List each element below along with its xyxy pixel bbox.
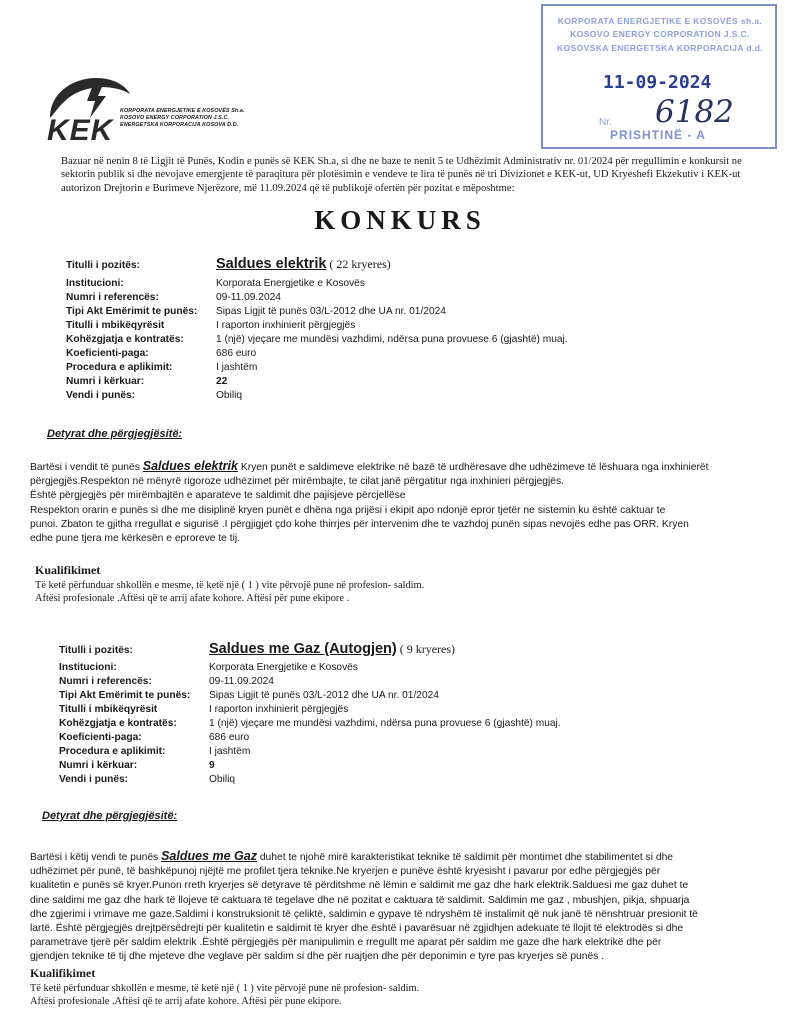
- p2-qualifications-heading: Kualifikimet: [30, 966, 96, 980]
- p2-value-0: Korporata Energjetike e Kosovës: [209, 662, 358, 673]
- p1-label-6: Koeficienti-paga:: [66, 348, 149, 359]
- p1-value-4: 1 (një) vjeçare me mundësi vazhdimi, ndërsa puna provuese 6 (gjashtë) muaj.: [216, 334, 568, 345]
- p2-row-5: [59, 717, 561, 731]
- p1-label-4: Titulli i mbikëqyrësit: [66, 320, 165, 331]
- p1-value-1: 09-11.09.2024: [216, 292, 281, 303]
- p1-value-3: I raporton inxhinierit përgjegjës: [216, 320, 356, 331]
- p2-duties-paragraph: [30, 849, 775, 965]
- p1-row-4: [66, 319, 355, 333]
- p2-row-4: [59, 703, 348, 717]
- p2-position-count: ( 9 kryeres): [396, 642, 456, 656]
- p2-label-9: Vendi i punës:: [59, 774, 129, 785]
- p2-value-6: I jashtëm: [209, 746, 251, 757]
- p1-row-5: [66, 333, 568, 347]
- p1-row-3: [66, 305, 446, 319]
- p1-duties-heading: Detyrat dhe përgjegjësitë:: [47, 428, 183, 440]
- p2-row-6: [59, 731, 249, 745]
- p1-position-count: ( 22 kryeres): [326, 257, 391, 271]
- p1-qualification-1: Aftësi profesionale .Aftësi që te arrij afate kohore. Aftësi për pune ekipore .: [35, 593, 350, 604]
- p2-row-9: [59, 773, 235, 787]
- p2-label-5: Kohëzgjatja e kontratës:: [59, 718, 177, 729]
- logo-text: [120, 108, 245, 129]
- p2-value-5: 686 euro: [209, 732, 250, 743]
- p1-label-7: Procedura e aplikimit:: [66, 362, 173, 373]
- p1-label-8: Numri i kërkuar:: [66, 376, 145, 387]
- p1-label-5: Kohëzgjatja e kontratës:: [66, 334, 184, 345]
- p1-value-7: 22: [216, 376, 228, 387]
- p1-row-1: [66, 277, 365, 291]
- p1-duties-position: Saldues elektrik: [142, 459, 238, 473]
- p2-row-1: [59, 661, 358, 675]
- p2-value-2: Sipas Ligjit të punës 03/L-2012 dhe UA nr. 01/2024: [209, 690, 439, 701]
- p2-label-3: Tipi Akt Emërimit te punës:: [59, 690, 191, 701]
- logo-line-1: KORPORATA ENERGJETIKE E KOSOVËS Sh.a.: [120, 108, 245, 114]
- p1-value-5: 686 euro: [216, 348, 257, 359]
- p1-row-2: [66, 291, 281, 305]
- p2-label-7: Procedura e aplikimit:: [59, 746, 166, 757]
- p1-duties-line-2: Është përgjegjës për mirëmbajtën e aparateve te saldimit dhe pajisjeve përcjellëse: [30, 490, 406, 502]
- p2-label-8: Numri i kërkuar:: [59, 760, 138, 771]
- p2-value-1: 09-11.09.2024: [209, 676, 274, 687]
- p2-duties-heading: Detyrat dhe përgjegjësitë:: [42, 810, 178, 822]
- p2-value-3: I raporton inxhinierit përgjegjës: [209, 704, 349, 715]
- p2-duties-line-2: kualitetin e punës së kryer.Punon rreth kryerjes së detyrave të përditshme në lëmin e saldimit me gaz dhe hark elektrik.Salduesi me gaz duhet te: [30, 880, 689, 892]
- stamp-nr-value: 6182: [655, 94, 734, 130]
- stamp-city: PRISHTINË - A: [610, 128, 706, 142]
- p1-label-2: Numri i referencës:: [66, 292, 159, 303]
- p1-value-6: I jashtëm: [216, 362, 258, 373]
- p2-position-name: Saldues me Gaz (Autogjen): [209, 641, 397, 657]
- p2-qualification-1: Aftësi profesionale .Aftësi që te arrij afate kohore. Aftësi për pune ekipore.: [30, 996, 342, 1007]
- p2-duties-pre: Bartësi i këtij vendi te punës: [30, 852, 162, 863]
- p1-duties-line-0: Kryen punët e saldimeve elektrike në bazë të urdhëresave dhe udhëzimeve të lëshuara nga inxhinierët: [237, 462, 709, 473]
- p2-duties-line-3: dine saldimi me gaz dhe hark të llojeve të caktuara të tegelave dhe në pozitat e caktuara të saldimit. Saldimin me gaz , mbushjen, pikja, shpuarja: [30, 894, 690, 906]
- stamp-date: 11-09-2024: [603, 72, 712, 93]
- p2-qualifications: [30, 982, 750, 1008]
- p1-value-2: Sipas Ligjit të punës 03/L-2012 dhe UA nr. 01/2024: [216, 306, 446, 317]
- p2-duties-line-1: udhëzimet për punë, të bashkëpunoj njëjtë me profilet tjera teknike.Ne kryerjen e punëve është kryesisht i pavarur por edhe përgjegjës për: [30, 866, 661, 878]
- p1-qualifications: [35, 579, 755, 605]
- p2-row-2: [59, 675, 274, 689]
- p2-row-8: [59, 759, 215, 773]
- p2-duties-line-7: gjendjen teknike të tij dhe mjeteve dhe veglave për saldim si dhe për ruajtjen dhe për deponimin e tyre pas kryerjes së punës .: [30, 951, 605, 963]
- p2-duties-line-6: parametrave tjerë për saldim elektrik .Është përgjegjës për manipulimin e rregullt me aparat për saldim me gaze dhe hark elektrikë dhe për: [30, 937, 662, 949]
- stamp-nr-label: Nr.: [599, 117, 612, 128]
- p2-duties-position: Saldues me Gaz: [161, 849, 257, 863]
- p1-qualifications-heading: Kualifikimet: [35, 563, 101, 577]
- p1-position-name: Saldues elektrik: [216, 256, 327, 272]
- p2-value-8: Obiliq: [209, 774, 236, 785]
- page-title: KONKURS: [314, 205, 486, 235]
- p2-duties-line-4: dhe zgjerimi i vrimave me gaze.Saldimi i konstruksionit të çeliktë, saldimin e gypave të ndryshëm të instalimit që nuk janë të nënshtruar presionit të: [30, 908, 698, 920]
- p2-label-1: Institucioni:: [59, 662, 117, 673]
- p2-label-6: Koeficienti-paga:: [59, 732, 142, 743]
- p2-value-4: 1 (një) vjeçare me mundësi vazhdimi, ndërsa puna provuese 6 (gjashtë) muaj.: [209, 718, 561, 729]
- p1-duties-line-1: përgjegjës.Respekton në mënyrë rigoroze udhëzimet për mirëmbajte, te cilat janë përgatitur nga inxhinieri përgjegjës.: [30, 476, 565, 488]
- p1-duties-paragraph: [30, 459, 770, 546]
- logo-mark: KEK: [47, 114, 114, 144]
- p2-label-2: Numri i referencës:: [59, 676, 152, 687]
- stamp-line-1: KORPORATA ENERGJETIKE E KOSOVËS sh.a.: [557, 16, 763, 26]
- p2-row-title: [59, 642, 455, 658]
- p1-label-1: Institucioni:: [66, 278, 124, 289]
- p1-label-3: Tipi Akt Emërimit te punës:: [66, 306, 198, 317]
- p1-row-7: [66, 361, 257, 375]
- p1-row-6: [66, 347, 256, 361]
- p2-label-4: Titulli i mbikëqyrësit: [59, 704, 158, 715]
- p2-value-7: 9: [209, 760, 215, 771]
- p1-value-0: Korporata Energjetike e Kosovës: [216, 278, 365, 289]
- p2-label-0: Titulli i pozitës:: [59, 645, 133, 656]
- p1-label-9: Vendi i punës:: [66, 390, 136, 401]
- p2-row-3: [59, 689, 439, 703]
- registry-stamp: [541, 4, 777, 149]
- p1-duties-line-5: edhe pune tjera me kërkesën e eproreve te tij.: [30, 533, 241, 545]
- intro-paragraph: Bazuar në nenin 8 të Ligjit të Punës, Kodin e punës së KEK Sh.a, si dhe ne baze te nenit 5 te Udhëzimit Administrativ nr. 01/2024 për rregullimin e konkursit ne sektorin publik si dhe nevojave emergjente të paraqitura për plotësimin e vendeve te lira të punës në tri Divizionet e KEK-ut, UD Kryeshefi Ekzekutiv i KEK-ut autorizon Drejtorin e Burimeve Njerëzore, më 11.09.2024 që të publikojë ofertën për pozitat e mëposhtme:: [61, 156, 742, 194]
- p1-qualification-0: Të ketë përfunduar shkollën e mesme, të ketë një ( 1 ) vite përvojë pune në profesion- saldim.: [35, 580, 425, 591]
- stamp-line-2: KOSOVO ENERGY CORPORATION J.S.C.: [570, 29, 750, 39]
- p1-row-9: [66, 389, 242, 403]
- p1-value-8: Obiliq: [216, 390, 243, 401]
- p2-qualification-0: Të ketë përfunduar shkollën e mesme, të ketë një ( 1 ) vite përvojë pune në profesion- saldim.: [30, 983, 420, 994]
- p2-row-7: [59, 745, 250, 759]
- p2-duties-line-5: lartë. Është përgjegjës drejtpërsëdrejti për kualitetin e saldimit të kryer dhe është i pavarësuar në zgjidhjen adekuate të llojit të elektrodës si dhe: [30, 923, 684, 935]
- stamp-line-3: KOSOVSKA ENERGETSKA KORPORACIJA d.d.: [556, 43, 764, 53]
- p1-row-8: [66, 375, 227, 389]
- p1-duties-line-4: punoi. Zbaton te gjitha rregullat e sigurisë .I përgjigjet çdo kohe thirrjes për intervenim dhe te vazhdoj punën sipas nevojës edhe pas ORR. Kryen: [30, 518, 689, 530]
- p1-label-0: Titulli i pozitës:: [66, 260, 140, 271]
- logo-line-2: KOSOVO ENERGY CORPORATION J.S.C.: [120, 115, 230, 121]
- p1-row-title: [66, 257, 391, 273]
- p1-duties-pre: Bartësi i vendit të punës: [30, 462, 143, 473]
- p2-duties-line-0: duhet te njohë mirë karakteristikat teknike të saldimit për montimet dhe stabilimentet si dhe: [256, 852, 674, 863]
- p1-duties-line-3: Respekton orarin e punës si dhe me disiplinë kryen punët e dhëna nga prijësi i ekipit apo ndonjë epror tjetër ne sistemin ku është caktuar te: [30, 504, 666, 516]
- logo-line-3: ENERGETSKA KORPORACIJA KOSOVA D.D.: [120, 122, 239, 128]
